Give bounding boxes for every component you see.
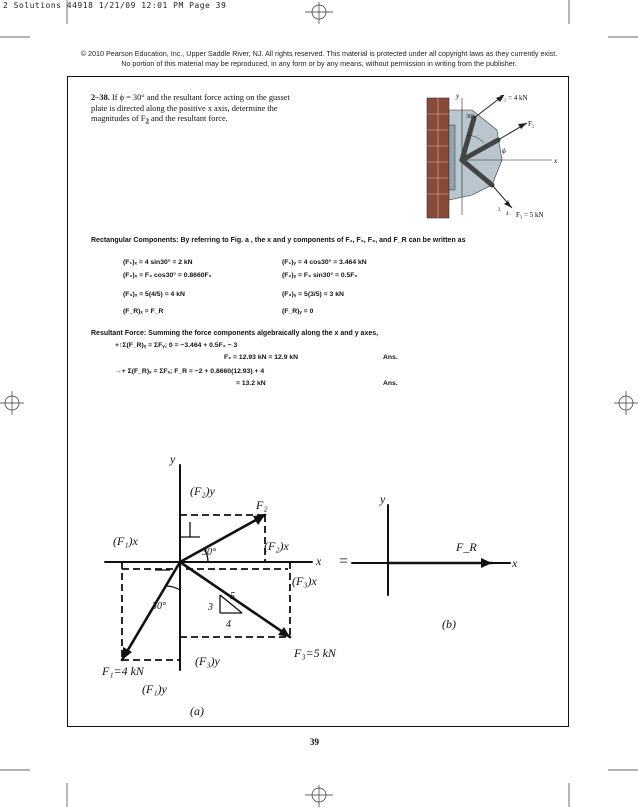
- sketch-fig-a: (a): [190, 704, 204, 718]
- rect-right-1: (F₂)ᵧ = F₂ sin30° = 0.5F₂: [282, 272, 358, 279]
- copyright-notice: © 2010 Pearson Education, Inc., Upper Saddle River, NJ. All rights reserved. This material is protected under all copyright laws as they currently exist. No portion of this material may be reproduced, in any form or by any means, without permission in writing from the publisher.: [80, 49, 558, 68]
- rect-left-1: (F₂)ₓ = F₂ cos30° = 0.8660F₂: [123, 272, 212, 279]
- sketch-tri-4: 4: [226, 619, 231, 630]
- sketch-tri-5: 5: [230, 591, 235, 602]
- sketch-fr-label: F_R: [456, 540, 477, 554]
- problem-statement: [91, 93, 307, 127]
- rect-left-3: (F_R)ₓ = F_R: [123, 308, 164, 315]
- sketch-y-label: y: [170, 452, 176, 466]
- problem-text-end: and the resultant force.: [148, 114, 228, 123]
- fig-f3-label: F₃ = 5 kN: [516, 211, 544, 219]
- sketch-tri-3: 3: [208, 602, 213, 613]
- rect-left-2: (F₃)ₓ = 5(4/5) = 4 kN: [123, 291, 185, 298]
- fig-angle-30: 30°: [466, 114, 475, 120]
- problem-text: If ϕ = 30° and the resultant force acting on the gusset plate is directed along the positive x axis, determine the magnitudes of F: [91, 93, 290, 123]
- sketch-f1-label: F₁=4 kN: [102, 664, 144, 678]
- sketch-fig-b: (b): [442, 617, 456, 631]
- print-slug: 2 Solutions 44918 1/21/09 12:01 PM Page 39: [3, 1, 227, 10]
- sketch-b-x-label: x: [512, 556, 518, 570]
- resultant-line1: +↑Σ(F_R)ᵧ = ΣFᵧ; 0 = −3.464 + 0.5F₂ − 3: [115, 342, 238, 349]
- rect-heading: Rectangular Components: By referring to Fig. a , the x and y components of F₁, F₂, F₃, and F_R can be written as: [91, 237, 466, 244]
- rect-right-2: (F₃)ᵧ = 5(3/5) = 3 kN: [282, 291, 344, 298]
- sketch-b-y-label: y: [380, 492, 386, 506]
- sketch-angle-30-bottom: 30°: [152, 601, 166, 612]
- gusset-figure: [412, 90, 562, 230]
- problem-text-sub: 2: [145, 117, 149, 126]
- fig-tri-3: 3: [498, 208, 501, 213]
- resultant-line2: F₂ = 12.93 kN = 12.9 kN: [224, 354, 299, 361]
- fig-tri-4: 4: [506, 212, 509, 217]
- fig-tri-5: 5: [507, 201, 510, 206]
- resultant-heading: Resultant Force: Summing the force components algebraically along the x and y axes,: [91, 330, 379, 337]
- rect-left-0: (F₁)ₓ = 4 sin30° = 2 kN: [123, 259, 193, 266]
- sketch-f2x-label: (F₂)x: [264, 539, 289, 553]
- sketch-x-label: x: [316, 554, 322, 568]
- resultant-line3: →+ Σ(F_R)ₓ = ΣFₓ; F_R = −2 + 0.8660(12.93) + 4: [115, 368, 265, 375]
- hand-sketch: [80, 445, 540, 725]
- fig-f1-label: F₁ = 4 kN: [500, 94, 528, 102]
- ans-1: Ans.: [383, 354, 398, 361]
- sketch-f3y-label: (F₃)y: [195, 654, 220, 668]
- ans-2: Ans.: [383, 380, 398, 387]
- fig-phi: ϕ: [502, 147, 506, 155]
- page-number: 39: [310, 737, 319, 747]
- sketch-f2-label: F₂: [256, 498, 268, 512]
- fig-f2-label: F₂: [528, 120, 535, 128]
- fig-y-label: y: [456, 92, 460, 100]
- sketch-f2y-label: (F₂)y: [190, 484, 215, 498]
- sketch-f1y-label: (F₁)y: [142, 682, 167, 696]
- sketch-equals: =: [338, 553, 349, 570]
- sketch-f1x-label: (F₁)x: [113, 534, 138, 548]
- problem-number: 2–38.: [91, 93, 110, 102]
- rect-right-0: (F₁)ᵧ = 4 cos30° = 3.464 kN: [282, 259, 367, 266]
- resultant-line4: = 13.2 kN: [236, 380, 266, 387]
- sketch-f3x-label: (F₃)x: [292, 574, 317, 588]
- fig-x-label: x: [554, 157, 558, 165]
- sketch-f3-label: F₃=5 kN: [294, 646, 336, 660]
- rect-right-3: (F_R)ᵧ = 0: [282, 308, 314, 315]
- sketch-angle-30-top: 30°: [202, 547, 216, 558]
